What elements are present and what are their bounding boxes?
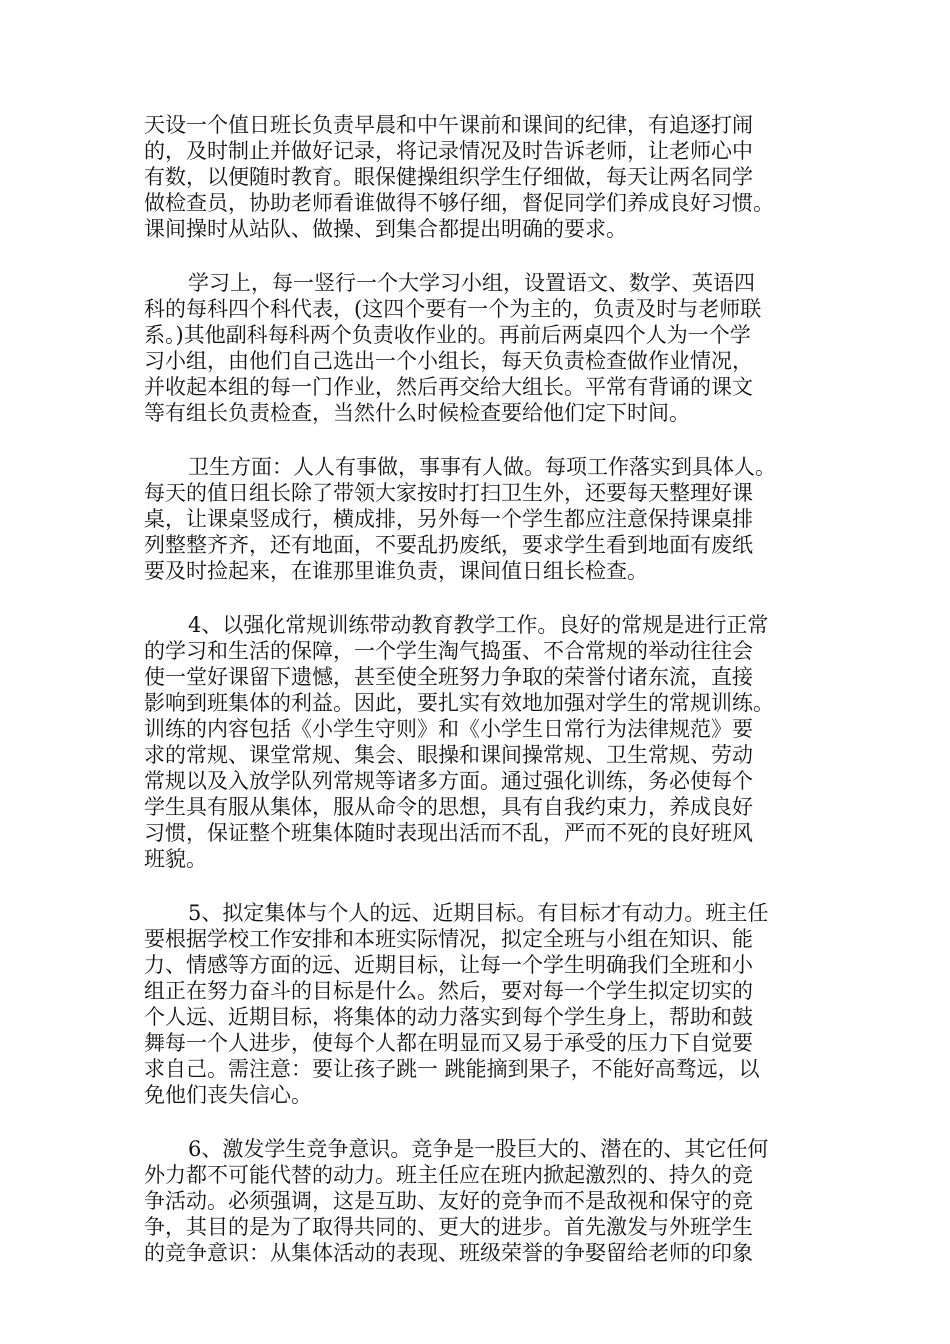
text-line: 天设一个值日班长负责早晨和中午课前和课间的纪律，有追逐打闹 xyxy=(144,113,753,137)
paragraph-3 xyxy=(144,454,824,584)
text-line: 有数，以便随时教育。眼保健操组织学生仔细做，每天让两名同学 xyxy=(144,165,753,189)
paragraph-5 xyxy=(144,900,824,1108)
text-line: 桌，让课桌竖成行，横成排，另外每一个学生都应注意保持课桌排 xyxy=(144,507,753,531)
text-line: 系。)其他副科每科两个负责收作业的。再前后两桌四个人为一个学 xyxy=(144,323,751,347)
text-line: 习小组，由他们自己选出一个小组长，每天负责检查做作业情况， xyxy=(144,349,753,373)
text-line: 科的每科四个科代表，(这四个要有一个为主的，负责及时与老师联 xyxy=(144,297,762,321)
text-line: 外力都不可能代替的动力。班主任应在班内掀起激烈的、持久的竞 xyxy=(144,1163,753,1187)
text-line: 免他们丧失信心。 xyxy=(144,1083,312,1107)
paragraph-6 xyxy=(144,1136,824,1266)
text-line: 的，及时制止并做好记录，将记录情况及时告诉老师，让老师心中 xyxy=(144,139,753,163)
paragraph-1 xyxy=(144,112,824,242)
paragraph-2 xyxy=(144,270,824,426)
text-line: 的学习和生活的保障，一个学生淘气捣蛋、不合常规的举动往往会 xyxy=(144,639,753,663)
text-line: 4、以强化常规训练带动教育教学工作。良好的常规是进行正常 xyxy=(188,613,769,637)
text-line: 列整整齐齐，还有地面，不要乱扔废纸，要求学生看到地面有废纸 xyxy=(144,533,753,557)
text-line: 求自己。需注意：要让孩子跳一 跳能摘到果子，不能好高骛远，以 xyxy=(144,1057,760,1081)
text-line: 舞每一个人进步，使每个人都在明显而又易于承受的压力下自觉要 xyxy=(144,1031,753,1055)
text-line: 每天的值日组长除了带领大家按时打扫卫生外，还要每天整理好课 xyxy=(144,481,753,505)
text-line: 并收起本组的每一门作业，然后再交给大组长。平常有背诵的课文 xyxy=(144,375,753,399)
text-line: 学生具有服从集体，服从命令的思想，具有自我约束力，养成良好 xyxy=(144,795,753,819)
text-line: 的竞争意识：从集体活动的表现、班级荣誉的争娶留给老师的印象 xyxy=(144,1241,753,1265)
paragraph-4 xyxy=(144,612,824,872)
text-line: 做检查员，协助老师看谁做得不够仔细，督促同学们养成良好习惯。 xyxy=(144,191,774,215)
text-line: 要及时捡起来，在谁那里谁负责，课间值日组长检查。 xyxy=(144,559,648,583)
text-line: 课间操时从站队、做操、到集合都提出明确的要求。 xyxy=(144,217,627,241)
text-line: 争活动。必须强调，这是互助、友好的竞争而不是敌视和保守的竞 xyxy=(144,1189,753,1213)
text-line: 卫生方面：人人有事做，事事有人做。每项工作落实到具体人。 xyxy=(188,455,776,479)
text-line: 影响到班集体的利益。因此，要扎实有效地加强对学生的常规训练。 xyxy=(144,691,774,715)
text-line: 6、激发学生竞争意识。竞争是一股巨大的、潜在的、其它任何 xyxy=(188,1137,769,1161)
text-line: 争，其目的是为了取得共同的、更大的进步。首先激发与外班学生 xyxy=(144,1215,753,1239)
text-line: 力、情感等方面的远、近期目标，让每一个学生明确我们全班和小 xyxy=(144,953,753,977)
text-line: 班貌。 xyxy=(144,847,207,871)
text-line: 等有组长负责检查，当然什么时候检查要给他们定下时间。 xyxy=(144,401,690,425)
text-line: 求的常规、课堂常规、集会、眼操和课间操常规、卫生常规、劳动 xyxy=(144,743,753,767)
text-line: 要根据学校工作安排和本班实际情况，拟定全班与小组在知识、能 xyxy=(144,927,753,951)
text-line: 组正在努力奋斗的目标是什么。然后，要对每一个学生拟定切实的 xyxy=(144,979,753,1003)
document-page xyxy=(144,112,824,1294)
text-line: 使一堂好课留下遗憾，甚至使全班努力争取的荣誉付诸东流，直接 xyxy=(144,665,753,689)
text-line: 训练的内容包括《小学生守则》和《小学生日常行为法律规范》要 xyxy=(144,717,753,741)
text-line: 习惯，保证整个班集体随时表现出活而不乱，严而不死的良好班风 xyxy=(144,821,753,845)
text-line: 个人远、近期目标，将集体的动力落实到每个学生身上，帮助和鼓 xyxy=(144,1005,753,1029)
text-line: 学习上，每一竖行一个大学习小组，设置语文、数学、英语四 xyxy=(188,271,755,295)
text-line: 5、拟定集体与个人的远、近期目标。有目标才有动力。班主任 xyxy=(188,901,769,925)
text-line: 常规以及入放学队列常规等诸多方面。通过强化训练，务必使每个 xyxy=(144,769,753,793)
